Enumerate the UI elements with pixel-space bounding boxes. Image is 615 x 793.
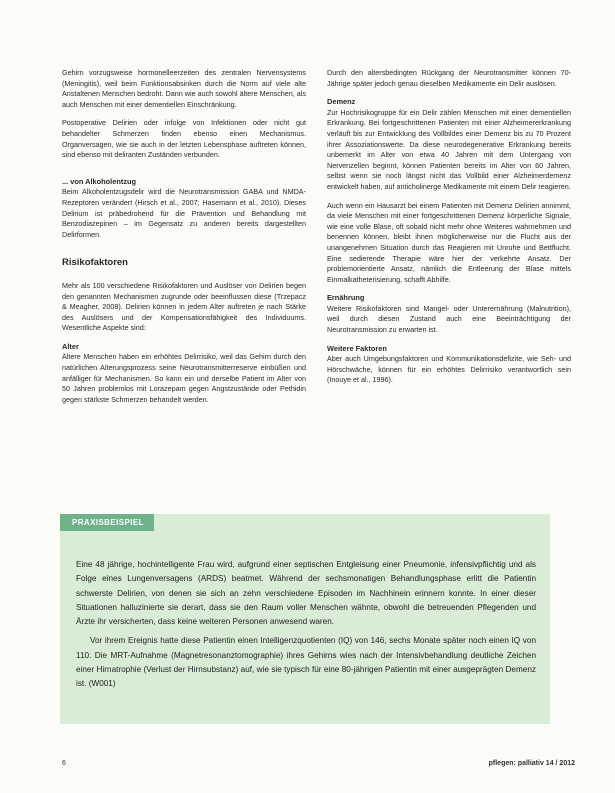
paragraph: Postoperative Delirien oder infolge von Infektionen oder nicht gut behandelter Schmerzen finden ebenso einen Mechanismus. Organversagen, wie sie auch in der letzten Lebensphase auftreten können, sind ebenso mit deliranten Zuständen verbunden. — [62, 118, 306, 160]
section-heading-dementia: Demenz — [327, 97, 356, 107]
paragraph: Mehr als 100 verschiedene Risikofaktoren und Auslöser von Delirien begen den genannten Mechanismen zugrunde oder beeinflussen diese (Trzepacz & Meagher, 2008). Delirien können in jedem Alter auftreten je nach Stärke des Auslösers und der Kompensationsfähigkeit des Individuums. Wesentliche Aspekte sind: — [62, 280, 306, 333]
paragraph: Eine 48 jährige, hochintelligente Frau wird, aufgrund einer septischen Entgleisung einer Pneumonie, infensivpflichtig und als Folge eines Lungenversagens (ARDS) beatmet. Während der sechsmonatigen Behandlungsphase erlitt die Patientin schwerste Delirien, von denen sie sich an zehn verschiedene Episoden im Nachhinein erinnern konnte. In einer dieser Situationen halluzinierte sie derart, dass sie den Raum voller Menschen wähnte, obwohl die betreuenden Pflegenden und Ärzte ihr versicherten, dass keine weiteren Personen anwesend waren. — [76, 560, 536, 627]
section-heading-alcohol: ... von Alkoholentzug — [62, 176, 137, 186]
right-column — [327, 68, 571, 394]
journal-footer: pflegen: palliativ 14 / 2012 — [488, 760, 575, 767]
left-column — [62, 68, 306, 413]
section-heading-risk: Risikofaktoren — [62, 257, 128, 269]
paragraph: Zur Hochrisikogruppe für ein Delir zählen Menschen mit einer dementiellen Erkrankung. Bei fortgeschrittenen Patienten mit einer Alzheimererkrankung verläuft bis zur Entwicklung des Vollbildes einer Demenz bis zu 70 Prozent ihrer Assoziationswerte. Da diese neurodegenerative Erkrankung bereits unbemerkt im Alter von etwa 40 Jahren mit dem Untergang von Nervenzellen beginnt, können Patienten bereits im Alter von 60 Jahren, selbst wenn sie noch längst nicht das Vollbild einer Alzheimerdemenz entwickelt haben, auf anticholinerge Medikamente mit einem Delir reagieren. — [327, 107, 571, 191]
paragraph: Durch den altersbedingten Rückgang der Neurotransmitter können 70-Jährige später jedoch genau dieselben Medikamente ein Delir auslösen. — [327, 68, 571, 88]
practice-example-body — [76, 558, 536, 697]
practice-example-tag: PRAXISBEISPIEL — [60, 514, 154, 531]
paragraph: Beim Alkoholentzugsdelir wird die Neurotransmission GABA und NMDA-Rezeptoren verändert (Hirsch et al., 2007; Hasemann et al., 2010). Dieses Delirium ist präbedrohend für die Prävention und Behandlung mit Benzodiazepinen – im Gegensatz zu anderen bereits dargestellten Delirformen. — [62, 187, 306, 239]
paragraph: Ältere Menschen haben ein erhöhtes Delirrisiko, weil das Gehirn durch den natürlichen Alterungsprozess seine Neurotransmitterreserve einbüßen und anfälliger für Mechanismen. So kann ein und derselbe Patient im Alter von 50 Jahren problemlos mit Lorazepam gegen Angstzustände oder Pethidin gegen stärkste Schmerzen behandelt werden. — [62, 352, 306, 404]
paragraph: Auch wenn ein Hausarzt bei einem Patienten mit Demenz Delirien annimmt, da viele Menschen mit einer fortgeschrittenen Demenz körperliche Signale, wie eine volle Blase, oft sobald nicht mehr ohne Weiteres wahrnehmen und benennen können, bleibt ihnen möglicherweise nur die Flucht aus der unangenehmen Situation durch das Reagieren mit Unruhe und Bettflucht. Eine sedierende Therapie wäre hier der verkehrte Ansatz. Der problemorientierte Ansatz, nämlich die Entleerung der Blase mittels Einmalkatheterisierung, schafft Abhilfe. — [327, 200, 571, 284]
page-number: 6 — [62, 760, 66, 767]
paragraph: Vor ihrem Ereignis hatte diese Patientin einen Intelligenzquotienten (IQ) von 146, sechs Monate später noch einen IQ von 110. Die MRT-Aufnahme (Magnetresonanztomographie) ihres Gehirns wies nach der Intensivbehandlung deutliche Zeichen einer Hirnatrophie (Verlust der Hirnsubstanz) auf, wie sie typisch für eine 80-jährigen Patientin mit einer ausgeprägten Demenz ist. (W001) — [76, 636, 536, 689]
paragraph: Aber auch Umgebungsfaktoren und Kommunikationsdefizite, wie Seh- und Hörschwäche, können für ein erhöhtes Delirrisiko verantwortlich sein (Inouye et al., 1996). — [327, 354, 571, 385]
paragraph: Weitere Risikofaktoren sind Mangel- oder Unterernährung (Malnutrition), weil durch diesen Zustand auch eine Beeinträchtigung der Neurotransmission zu erwarten ist. — [327, 303, 571, 335]
practice-example-box — [60, 514, 550, 724]
section-heading-age: Alter — [62, 341, 79, 351]
section-heading-further: Weitere Faktoren — [327, 343, 387, 353]
paragraph: Gehirn vorzugsweise hormonelleerzeiten des zentralen Nervensystems (Meningitis), weil beim Funktionsabsinken durch die Norm auf viele alte Anstaltenen Menschen bedroht. Dann wie auch sowohl ältere Menschen, als auch Menschen mit einer dementiellen Einschränkung. — [62, 68, 306, 109]
section-heading-nutrition: Ernährung — [327, 293, 365, 303]
